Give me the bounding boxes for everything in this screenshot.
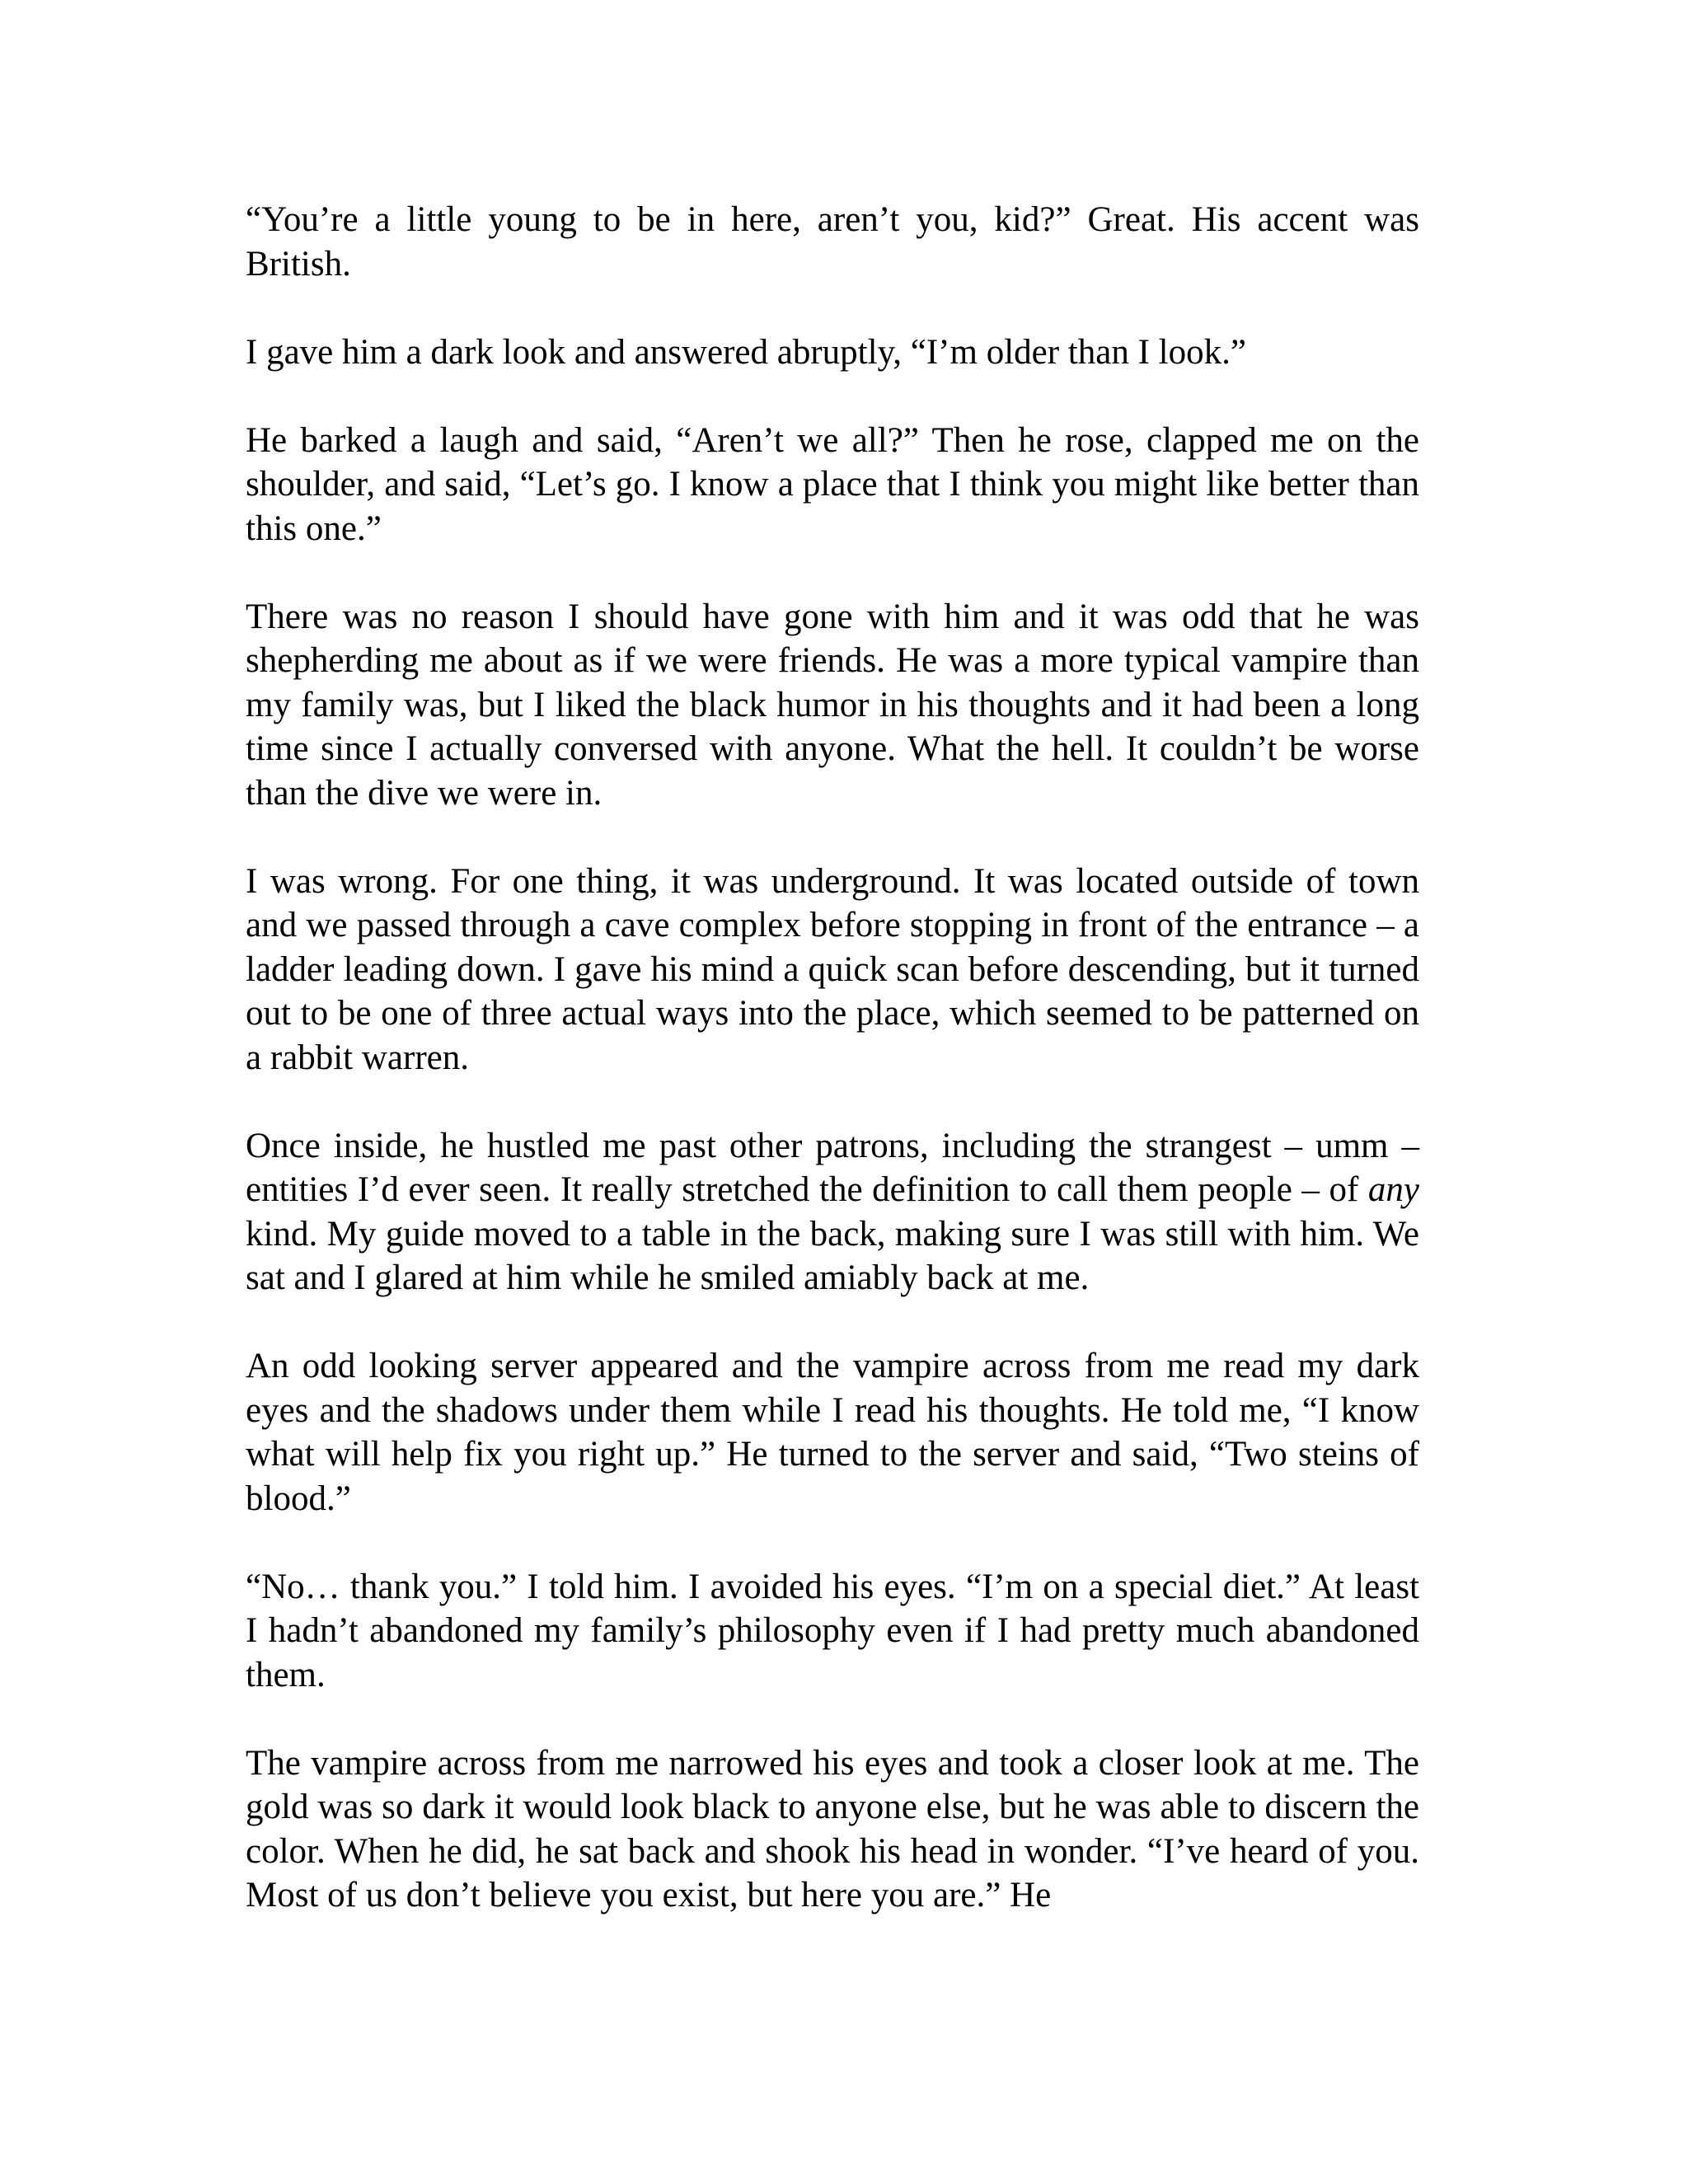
paragraph-7-text: An odd looking server appeared and the vampire across from me read my dark eyes and the shadows under them while I read his thoughts. He told me, “I know what will help fix you right up.” He turned to the server and said, “Two steins of blood.” <box>246 1347 1419 1518</box>
paragraph-8 <box>246 1565 1419 1698</box>
paragraph-3-text: He barked a laugh and said, “Aren’t we all?” Then he rose, clapped me on the shoulder, and said, “Let’s go. I know a place that I think you might like better than this one.” <box>246 420 1419 548</box>
paragraph-2-text: I gave him a dark look and answered abruptly, “I’m older than I look.” <box>246 332 1246 372</box>
paragraph-8-text: “No… thank you.” I told him. I avoided his eyes. “I’m on a special diet.” At least I hadn’t abandoned my family’s philosophy even if I had pretty much abandoned them. <box>246 1567 1419 1694</box>
paragraph-6-emphasis: any <box>1367 1170 1419 1209</box>
paragraph-5-text: I was wrong. For one thing, it was underground. It was located outside of town and we passed through a cave complex before stopping in front of the entrance – a ladder leading down. I gave his mind a quick scan before descending, but it turned out to be one of three actual ways into the place, which seemed to be patterned on a rabbit warren. <box>246 861 1419 1077</box>
paragraph-1 <box>246 198 1419 286</box>
paragraph-5 <box>246 860 1419 1080</box>
paragraph-4 <box>246 595 1419 816</box>
paragraph-6 <box>246 1124 1419 1301</box>
paragraph-9-text: The vampire across from me narrowed his eyes and took a closer look at me. The gold was so dark it would look black to anyone else, but he was able to discern the color. When he did, he sat back and shook his head in wonder. “I’ve heard of you. Most of us don’t believe you exist, but here you are.” He <box>246 1743 1419 1915</box>
paragraph-9 <box>246 1741 1419 1918</box>
paragraph-1-text: “You’re a little young to be in here, aren’t you, kid?” Great. His accent was British. <box>246 200 1419 284</box>
paragraph-7 <box>246 1344 1419 1521</box>
paragraph-4-text: There was no reason I should have gone with him and it was odd that he was shepherding me about as if we were friends. He was a more typical vampire than my family was, but I liked the black humor in his thoughts and it had been a long time since I actually conversed with anyone. What the hell. It couldn’t be worse than the dive we were in. <box>246 597 1419 813</box>
paragraph-3 <box>246 419 1419 551</box>
paragraph-6-text-before: Once inside, he hustled me past other patrons, including the strangest – umm – entities I’d ever seen. It really stretched the definition to call them people – of <box>246 1126 1419 1209</box>
paragraph-2 <box>246 330 1419 375</box>
paragraph-6-text-after: kind. My guide moved to a table in the back, making sure I was still with him. We sat and I glared at him while he smiled amiably back at me. <box>246 1214 1419 1297</box>
body-text <box>246 198 1419 1918</box>
